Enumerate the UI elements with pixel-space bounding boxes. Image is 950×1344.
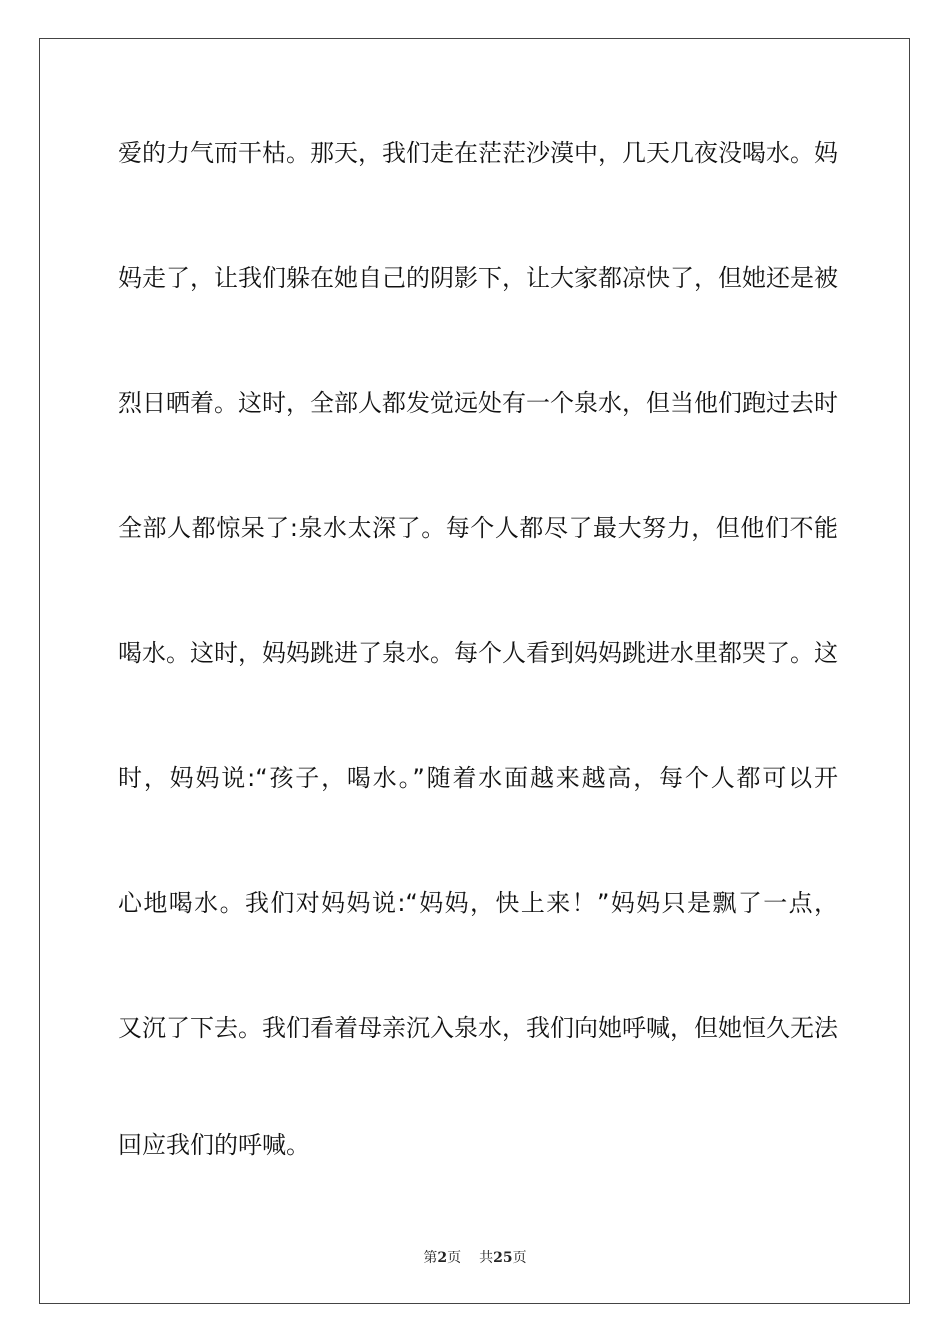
body-text-line: 喝水。这时，妈妈跳进了泉水。每个人看到妈妈跳进水里都哭了。这 (118, 639, 838, 667)
total-pages-number: 25 (493, 1250, 513, 1266)
current-page-number: 2 (437, 1250, 448, 1266)
body-text-line: 心地喝水。我们对妈妈说:“妈妈，快上来！”妈妈只是飘了一点， (118, 889, 838, 917)
page-suffix: 页 (447, 1250, 462, 1266)
total-prefix: 共 (479, 1250, 494, 1266)
body-text-line: 回应我们的呼喊。 (118, 1131, 310, 1159)
body-text-line: 时，妈妈说:“孩子，喝水。”随着水面越来越高，每个人都可以开 (118, 764, 838, 792)
page-prefix: 第 (423, 1250, 438, 1266)
body-text-line: 烈日晒着。这时，全部人都发觉远处有一个泉水，但当他们跑过去时 (118, 389, 838, 417)
body-text-line: 爱的力气而干枯。那天，我们走在茫茫沙漠中，几天几夜没喝水。妈 (118, 139, 838, 167)
body-text-line: 妈走了，让我们躲在她自己的阴影下，让大家都凉快了，但她还是被 (118, 264, 838, 292)
page-border (39, 38, 910, 1304)
body-text-line: 又沉了下去。我们看着母亲沉入泉水，我们向她呼喊，但她恒久无法 (118, 1014, 838, 1042)
total-suffix: 页 (512, 1250, 527, 1266)
body-text-line: 全部人都惊呆了:泉水太深了。每个人都尽了最大努力，但他们不能 (118, 514, 838, 542)
page-footer (0, 1248, 950, 1268)
